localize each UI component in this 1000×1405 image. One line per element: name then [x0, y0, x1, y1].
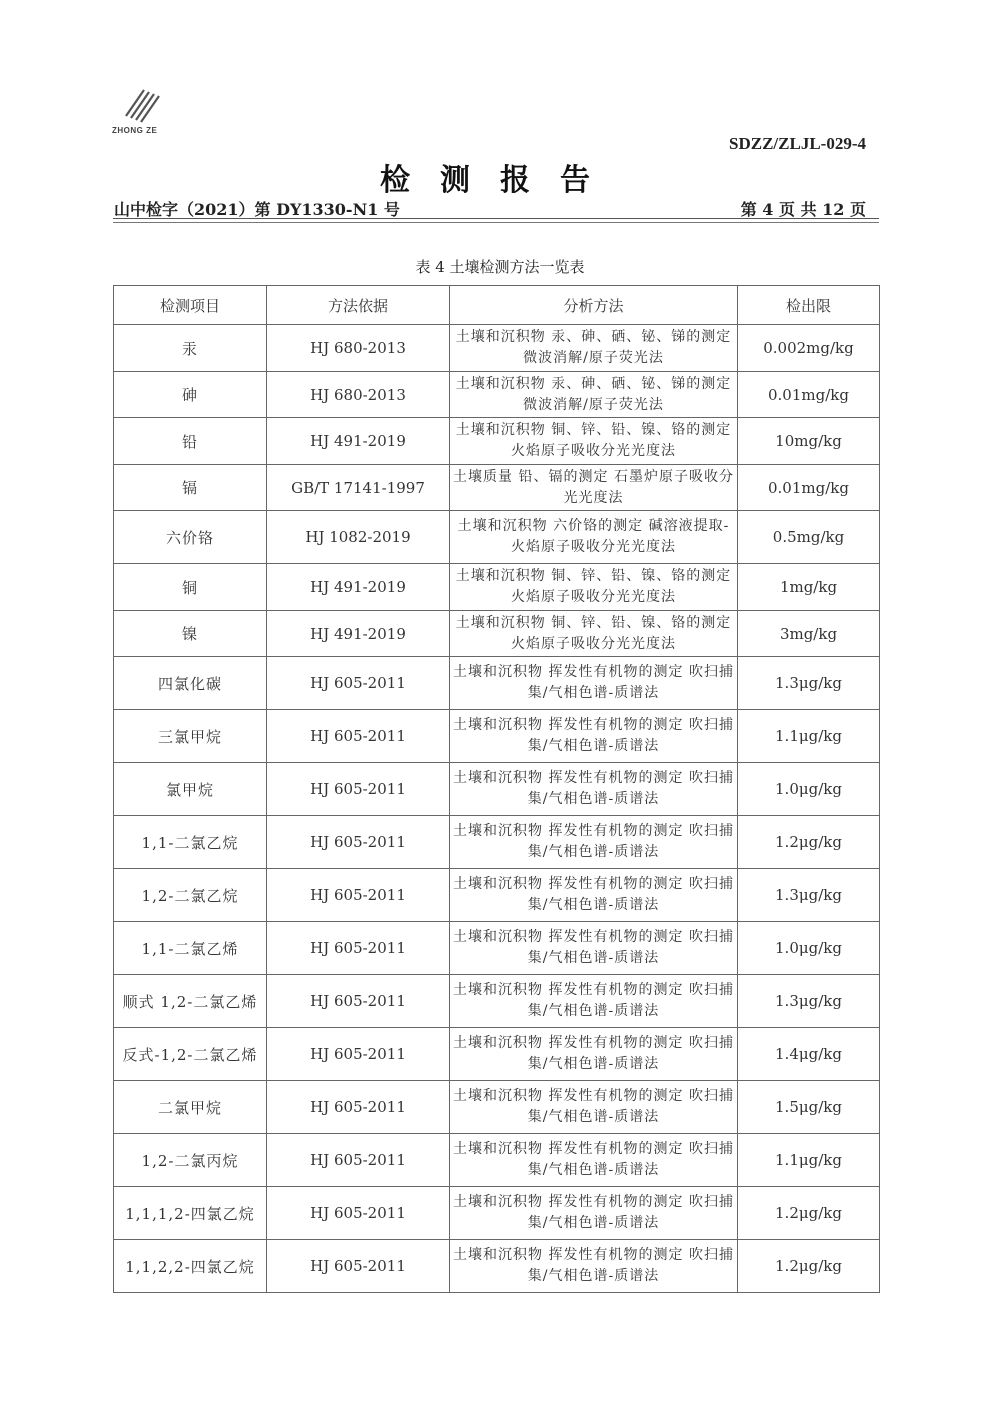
cell-item: 镉 [114, 465, 267, 511]
table-row [114, 657, 880, 710]
cell-standard: HJ 605-2011 [267, 922, 450, 975]
cell-method: 土壤和沉积物 挥发性有机物的测定 吹扫捕集/气相色谱-质谱法 [450, 1187, 738, 1240]
table-row [114, 1028, 880, 1081]
table-row [114, 465, 880, 511]
table-row [114, 325, 880, 372]
cell-item: 1,1-二氯乙烯 [114, 922, 267, 975]
column-header-method: 分析方法 [450, 286, 738, 325]
cell-limit: 1.2μg/kg [738, 1240, 880, 1293]
company-logo [112, 86, 184, 142]
cell-method: 土壤和沉积物 挥发性有机物的测定 吹扫捕集/气相色谱-质谱法 [450, 1028, 738, 1081]
table-row [114, 1081, 880, 1134]
cell-item: 三氯甲烷 [114, 710, 267, 763]
cell-method: 土壤和沉积物 六价铬的测定 碱溶液提取-火焰原子吸收分光光度法 [450, 511, 738, 564]
cell-method: 土壤和沉积物 挥发性有机物的测定 吹扫捕集/气相色谱-质谱法 [450, 1240, 738, 1293]
table-header-row [114, 286, 880, 325]
cell-method: 土壤和沉积物 挥发性有机物的测定 吹扫捕集/气相色谱-质谱法 [450, 763, 738, 816]
table-row [114, 763, 880, 816]
header-rule-secondary [113, 222, 879, 223]
cell-item: 四氯化碳 [114, 657, 267, 710]
cell-limit: 1.0μg/kg [738, 922, 880, 975]
cell-item: 砷 [114, 372, 267, 418]
cell-item: 1,1,1,2-四氯乙烷 [114, 1187, 267, 1240]
page-title: 检测报告 [380, 163, 620, 198]
cell-method: 土壤和沉积物 挥发性有机物的测定 吹扫捕集/气相色谱-质谱法 [450, 816, 738, 869]
cell-item: 二氯甲烷 [114, 1081, 267, 1134]
table-row [114, 1134, 880, 1187]
column-header-limit: 检出限 [738, 286, 880, 325]
table-caption: 表 4 土壤检测方法一览表 [415, 258, 585, 276]
cell-limit: 0.01mg/kg [738, 372, 880, 418]
cell-standard: HJ 605-2011 [267, 869, 450, 922]
cell-standard: HJ 1082-2019 [267, 511, 450, 564]
cell-limit: 3mg/kg [738, 611, 880, 657]
table-row [114, 511, 880, 564]
logo-text: ZHONG ZE [112, 126, 158, 135]
logo-stripes-icon [112, 86, 172, 126]
cell-standard: HJ 491-2019 [267, 564, 450, 611]
cell-limit: 0.002mg/kg [738, 325, 880, 372]
cell-method: 土壤和沉积物 铜、锌、铅、镍、铬的测定 火焰原子吸收分光光度法 [450, 418, 738, 465]
cell-standard: HJ 680-2013 [267, 325, 450, 372]
header-rule [113, 218, 879, 219]
table-row [114, 611, 880, 657]
cell-method: 土壤和沉积物 挥发性有机物的测定 吹扫捕集/气相色谱-质谱法 [450, 975, 738, 1028]
cell-standard: HJ 605-2011 [267, 975, 450, 1028]
cell-limit: 10mg/kg [738, 418, 880, 465]
cell-standard: GB/T 17141-1997 [267, 465, 450, 511]
table-row [114, 1187, 880, 1240]
table-row [114, 975, 880, 1028]
cell-limit: 1.0μg/kg [738, 763, 880, 816]
cell-item: 反式-1,2-二氯乙烯 [114, 1028, 267, 1081]
cell-limit: 1.1μg/kg [738, 1134, 880, 1187]
cell-standard: HJ 605-2011 [267, 763, 450, 816]
cell-limit: 1mg/kg [738, 564, 880, 611]
cell-method: 土壤和沉积物 挥发性有机物的测定 吹扫捕集/气相色谱-质谱法 [450, 1134, 738, 1187]
cell-item: 1,1,2,2-四氯乙烷 [114, 1240, 267, 1293]
table-row [114, 1240, 880, 1293]
cell-item: 六价铬 [114, 511, 267, 564]
table-row [114, 418, 880, 465]
page-info: 第 4 页 共 12 页 [740, 200, 866, 219]
cell-method: 土壤和沉积物 挥发性有机物的测定 吹扫捕集/气相色谱-质谱法 [450, 922, 738, 975]
cell-item: 汞 [114, 325, 267, 372]
table-row [114, 710, 880, 763]
cell-item: 1,1-二氯乙烷 [114, 816, 267, 869]
cell-standard: HJ 605-2011 [267, 710, 450, 763]
cell-limit: 0.01mg/kg [738, 465, 880, 511]
cell-method: 土壤和沉积物 汞、砷、硒、铋、锑的测定 微波消解/原子荧光法 [450, 325, 738, 372]
cell-limit: 0.5mg/kg [738, 511, 880, 564]
cell-limit: 1.4μg/kg [738, 1028, 880, 1081]
cell-method: 土壤质量 铅、镉的测定 石墨炉原子吸收分光光度法 [450, 465, 738, 511]
cell-method: 土壤和沉积物 挥发性有机物的测定 吹扫捕集/气相色谱-质谱法 [450, 1081, 738, 1134]
cell-standard: HJ 605-2011 [267, 1134, 450, 1187]
cell-method: 土壤和沉积物 挥发性有机物的测定 吹扫捕集/气相色谱-质谱法 [450, 657, 738, 710]
cell-limit: 1.3μg/kg [738, 869, 880, 922]
cell-limit: 1.5μg/kg [738, 1081, 880, 1134]
cell-limit: 1.2μg/kg [738, 1187, 880, 1240]
cell-method: 土壤和沉积物 汞、砷、硒、铋、锑的测定 微波消解/原子荧光法 [450, 372, 738, 418]
cell-standard: HJ 680-2013 [267, 372, 450, 418]
cell-item: 镍 [114, 611, 267, 657]
document-code: SDZZ/ZLJL-029-4 [729, 134, 866, 153]
cell-item: 1,2-二氯乙烷 [114, 869, 267, 922]
cell-method: 土壤和沉积物 铜、锌、铅、镍、铬的测定 火焰原子吸收分光光度法 [450, 611, 738, 657]
cell-standard: HJ 605-2011 [267, 657, 450, 710]
report-number: 山中检字（2021）第 DY1330-N1 号 [114, 200, 400, 219]
cell-method: 土壤和沉积物 铜、锌、铅、镍、铬的测定 火焰原子吸收分光光度法 [450, 564, 738, 611]
cell-standard: HJ 491-2019 [267, 418, 450, 465]
table-row [114, 922, 880, 975]
cell-item: 1,2-二氯丙烷 [114, 1134, 267, 1187]
column-header-item: 检测项目 [114, 286, 267, 325]
cell-standard: HJ 605-2011 [267, 1240, 450, 1293]
cell-limit: 1.2μg/kg [738, 816, 880, 869]
table-row [114, 816, 880, 869]
cell-item: 顺式 1,2-二氯乙烯 [114, 975, 267, 1028]
table-row [114, 869, 880, 922]
cell-limit: 1.3μg/kg [738, 657, 880, 710]
cell-standard: HJ 605-2011 [267, 1028, 450, 1081]
column-header-standard: 方法依据 [267, 286, 450, 325]
cell-method: 土壤和沉积物 挥发性有机物的测定 吹扫捕集/气相色谱-质谱法 [450, 869, 738, 922]
cell-standard: HJ 605-2011 [267, 1187, 450, 1240]
cell-item: 氯甲烷 [114, 763, 267, 816]
cell-standard: HJ 605-2011 [267, 1081, 450, 1134]
table-row [114, 372, 880, 418]
cell-limit: 1.1μg/kg [738, 710, 880, 763]
cell-standard: HJ 605-2011 [267, 816, 450, 869]
cell-method: 土壤和沉积物 挥发性有机物的测定 吹扫捕集/气相色谱-质谱法 [450, 710, 738, 763]
table-row [114, 564, 880, 611]
cell-standard: HJ 491-2019 [267, 611, 450, 657]
cell-item: 铅 [114, 418, 267, 465]
cell-limit: 1.3μg/kg [738, 975, 880, 1028]
methods-table [113, 285, 880, 1293]
table-body [114, 325, 880, 1293]
cell-item: 铜 [114, 564, 267, 611]
